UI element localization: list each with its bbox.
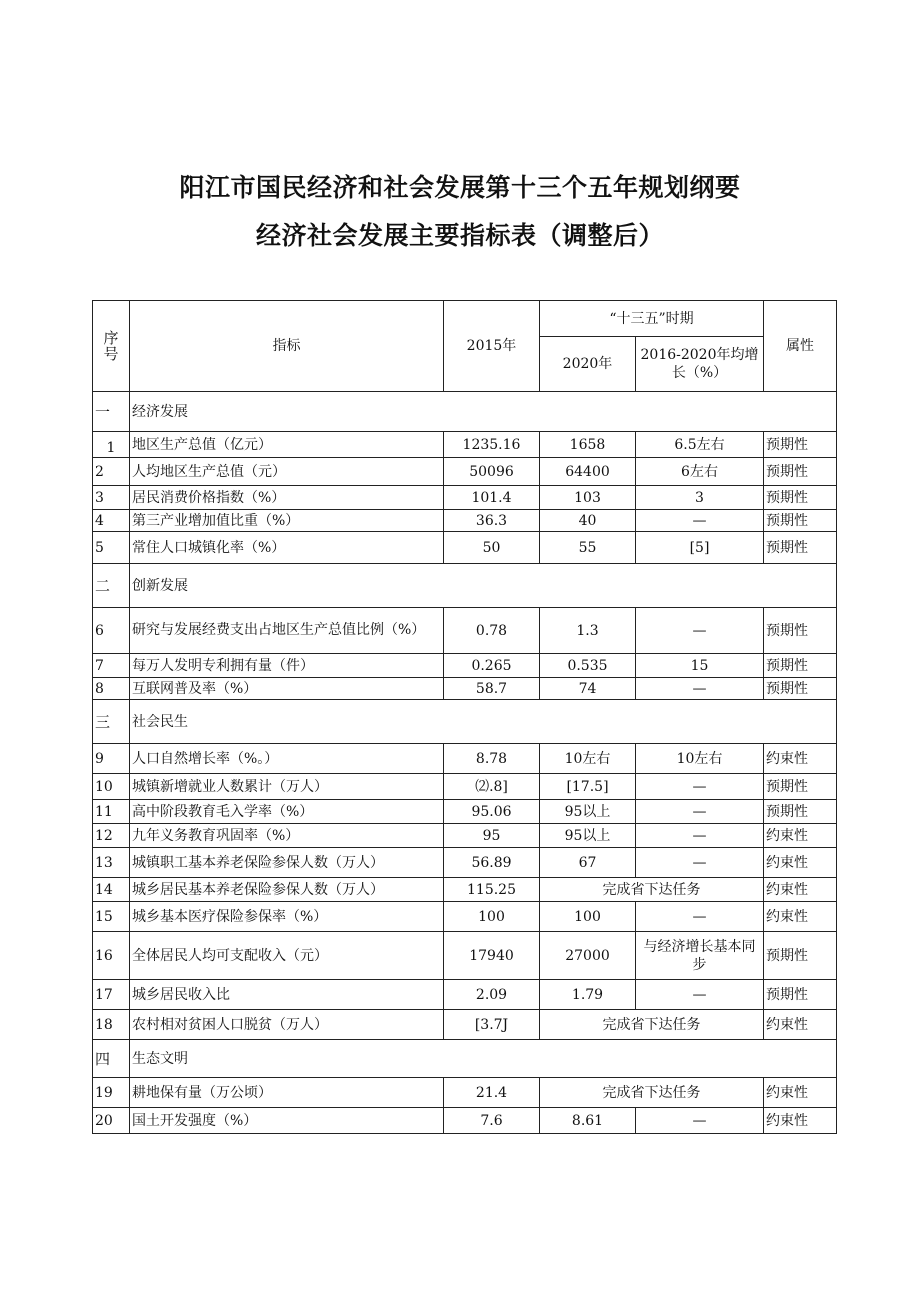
row-growth: — [636,510,764,532]
row-value-2020: 64400 [540,458,636,486]
row-value-2015: 36.3 [444,510,540,532]
row-attribute: 约束性 [764,744,837,774]
section-name: 经济发展 [130,392,837,432]
table-row [93,532,837,564]
row-seq: 3 [93,486,130,510]
row-value-2015: 21.4 [444,1078,540,1108]
table-row [93,678,837,700]
row-seq: 13 [93,848,130,878]
row-attribute: 约束性 [764,848,837,878]
table-row [93,848,837,878]
row-attribute: 预期性 [764,432,837,458]
row-seq: 14 [93,878,130,902]
section-row [93,392,837,432]
row-indicator: 人口自然增长率（%。） [130,744,444,774]
section-number: 一 [93,392,130,432]
row-growth: 10左右 [636,744,764,774]
row-indicator: 第三产业增加值比重（%） [130,510,444,532]
row-growth: — [636,678,764,700]
row-value-2020: 8.61 [540,1108,636,1134]
row-value-2020: 55 [540,532,636,564]
row-growth: — [636,902,764,932]
row-growth: — [636,848,764,878]
row-growth: [5] [636,532,764,564]
row-indicator: 研究与发展经费支出占地区生产总值比例（%） [130,608,444,654]
row-attribute: 预期性 [764,608,837,654]
row-growth: — [636,800,764,824]
row-seq: 2 [93,458,130,486]
table-row [93,932,837,980]
row-value-2020: 40 [540,510,636,532]
table-row [93,800,837,824]
row-seq: 15 [93,902,130,932]
row-value-2015: 2.09 [444,980,540,1010]
row-value-2015: ⑵.8] [444,774,540,800]
row-seq: 8 [93,678,130,700]
row-seq: 1 [93,432,130,458]
row-attribute: 预期性 [764,654,837,678]
section-number: 三 [93,700,130,744]
row-indicator: 人均地区生产总值（元） [130,458,444,486]
indicator-table [92,300,837,1134]
row-indicator: 国土开发强度（%） [130,1108,444,1134]
row-value-2015: [3.7J [444,1010,540,1040]
header-seq: 序号 [93,301,130,392]
table-row [93,432,837,458]
row-attribute: 预期性 [764,532,837,564]
row-value-2015: 7.6 [444,1108,540,1134]
row-indicator: 居民消费价格指数（%） [130,486,444,510]
row-value-2020: 95以上 [540,800,636,824]
header-2020: 2020年 [540,337,636,392]
row-indicator: 耕地保有量（万公顷） [130,1078,444,1108]
table-row [93,1108,837,1134]
table-row [93,1010,837,1040]
row-indicator: 城镇职工基本养老保险参保人数（万人） [130,848,444,878]
table-row [93,486,837,510]
row-attribute: 约束性 [764,824,837,848]
header-2015: 2015年 [444,301,540,392]
row-seq: 10 [93,774,130,800]
table-row [93,510,837,532]
row-value-2020: 74 [540,678,636,700]
row-value-2020: 95以上 [540,824,636,848]
row-indicator: 农村相对贫困人口脱贫（万人） [130,1010,444,1040]
row-value-2020: 67 [540,848,636,878]
page-title: 阳江市国民经济和社会发展第十三个五年规划纲要 [179,173,741,202]
row-attribute: 约束性 [764,902,837,932]
row-value-2020: 100 [540,902,636,932]
row-attribute: 预期性 [764,458,837,486]
row-indicator: 常住人口城镇化率（%） [130,532,444,564]
row-indicator: 城乡居民收入比 [130,980,444,1010]
row-growth: 6左右 [636,458,764,486]
table-row [93,608,837,654]
section-row [93,564,837,608]
row-value-2020: 1658 [540,432,636,458]
row-target-merged: 完成省下达任务 [540,1078,764,1108]
row-attribute: 预期性 [764,980,837,1010]
row-attribute: 预期性 [764,678,837,700]
row-value-2015: 58.7 [444,678,540,700]
row-value-2015: 8.78 [444,744,540,774]
row-value-2020: 1.3 [540,608,636,654]
section-name: 创新发展 [130,564,837,608]
row-value-2015: 50 [444,532,540,564]
row-seq: 12 [93,824,130,848]
row-growth: 与经济增长基本同步 [636,932,764,980]
row-seq: 5 [93,532,130,564]
row-indicator: 九年义务教育巩固率（%） [130,824,444,848]
table-row [93,824,837,848]
row-target-merged: 完成省下达任务 [540,878,764,902]
row-seq: 7 [93,654,130,678]
row-value-2015: 115.25 [444,878,540,902]
row-value-2020: 1.79 [540,980,636,1010]
header-period: “十三五”时期 [540,301,764,337]
section-row [93,1040,837,1078]
row-value-2020: [17.5] [540,774,636,800]
row-seq: 20 [93,1108,130,1134]
row-seq: 16 [93,932,130,980]
section-number: 二 [93,564,130,608]
row-growth: 15 [636,654,764,678]
table-row [93,902,837,932]
row-growth: — [636,608,764,654]
row-attribute: 预期性 [764,486,837,510]
row-indicator: 每万人发明专利拥有量（件） [130,654,444,678]
section-name: 社会民生 [130,700,837,744]
row-seq: 9 [93,744,130,774]
header-attr: 属性 [764,301,837,392]
row-growth: 6.5左右 [636,432,764,458]
row-value-2020: 103 [540,486,636,510]
row-attribute: 预期性 [764,932,837,980]
row-value-2015: 17940 [444,932,540,980]
row-indicator: 城乡居民基本养老保险参保人数（万人） [130,878,444,902]
row-indicator: 地区生产总值（亿元） [130,432,444,458]
row-value-2015: 95 [444,824,540,848]
row-value-2020: 27000 [540,932,636,980]
table-row [93,458,837,486]
row-value-2015: 100 [444,902,540,932]
row-value-2015: 50096 [444,458,540,486]
row-seq: 11 [93,800,130,824]
row-value-2015: 95.06 [444,800,540,824]
header-indicator: 指标 [130,301,444,392]
row-growth: — [636,774,764,800]
row-indicator: 城乡基本医疗保险参保率（%） [130,902,444,932]
row-indicator: 互联网普及率（%） [130,678,444,700]
table-row [93,1078,837,1108]
row-value-2015: 101.4 [444,486,540,510]
section-name: 生态文明 [130,1040,837,1078]
row-growth: — [636,1108,764,1134]
row-seq: 4 [93,510,130,532]
row-indicator: 高中阶段教育毛入学率（%） [130,800,444,824]
row-attribute: 预期性 [764,800,837,824]
row-growth: — [636,980,764,1010]
row-target-merged: 完成省下达任务 [540,1010,764,1040]
section-row [93,700,837,744]
row-seq: 18 [93,1010,130,1040]
row-seq: 19 [93,1078,130,1108]
row-attribute: 约束性 [764,1078,837,1108]
row-growth: 3 [636,486,764,510]
table-row [93,980,837,1010]
page-subtitle: 经济社会发展主要指标表（调整后） [255,221,664,250]
section-number: 四 [93,1040,130,1078]
row-value-2020: 0.535 [540,654,636,678]
row-attribute: 约束性 [764,1108,837,1134]
row-attribute: 约束性 [764,1010,837,1040]
table-row [93,774,837,800]
row-attribute: 约束性 [764,878,837,902]
row-attribute: 预期性 [764,774,837,800]
row-value-2015: 1235.16 [444,432,540,458]
table-row [93,878,837,902]
row-value-2015: 0.78 [444,608,540,654]
row-attribute: 预期性 [764,510,837,532]
row-indicator: 城镇新增就业人数累计（万人） [130,774,444,800]
row-value-2015: 56.89 [444,848,540,878]
row-value-2015: 0.265 [444,654,540,678]
row-growth: — [636,824,764,848]
row-seq: 6 [93,608,130,654]
row-seq: 17 [93,980,130,1010]
row-value-2020: 10左右 [540,744,636,774]
table-row [93,744,837,774]
row-indicator: 全体居民人均可支配收入（元） [130,932,444,980]
header-growth: 2016-2020年均增长（%） [636,337,764,392]
table-row [93,654,837,678]
